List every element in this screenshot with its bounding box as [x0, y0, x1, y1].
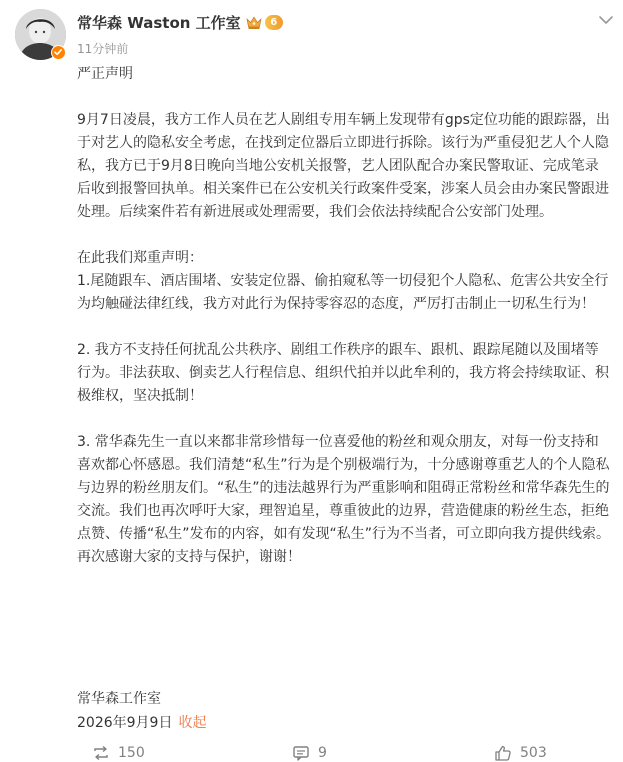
comment-icon	[292, 744, 310, 762]
comment-button[interactable]	[292, 744, 327, 762]
post-time[interactable]: 11分钟前	[77, 42, 129, 56]
comment-count: 9	[318, 745, 327, 761]
statement-point-2: 2. 我方不支持任何扰乱公共秩序、剧组工作秩序的跟车、跟机、跟踪尾随以及围堵等行为。非法获取、倒卖艺人行程信息、组织代拍并以此牟利的，我方将会持续取证、积极维权，坚决抵制！	[77, 342, 609, 404]
repost-button[interactable]	[92, 744, 145, 762]
action-bar	[0, 744, 623, 762]
repost-count: 150	[118, 745, 145, 761]
signature: 常华森工作室	[77, 691, 161, 707]
like-icon	[494, 744, 512, 762]
vip-level-badge: 6	[265, 15, 283, 30]
like-count: 503	[520, 745, 547, 761]
statement-intro: 在此我们郑重声明：	[77, 250, 203, 266]
date-row	[77, 712, 206, 735]
thanks-line: 再次感谢大家的支持与保护，谢谢！	[77, 549, 301, 565]
like-button[interactable]	[494, 744, 547, 762]
repost-icon	[92, 744, 110, 762]
verified-badge-icon	[51, 45, 66, 60]
author-row	[77, 11, 283, 33]
chevron-down-icon[interactable]	[597, 12, 615, 26]
paragraph-incident: 9月7日凌晨，我方工作人员在艺人剧组专用车辆上发现带有gps定位功能的跟踪器，出于对艺人的隐私安全考虑，在找到定位器后立即进行拆除。该行为严重侵犯艺人个人隐私，我方已于9月8日晚向当地公安机关报警，艺人团队配合办案民警取证、完成笔录后收到报警回执单。相关案件已在公安机关行政案件受案，涉案人员会由办案民警跟进处理。后续案件若有新进展或处理需要，我们会依法持续配合公安部门处理。	[77, 112, 610, 220]
post-date: 2026年9月9日	[77, 715, 173, 731]
crown-icon	[245, 14, 263, 30]
post-content	[77, 63, 611, 569]
author-name[interactable]: 常华森 Waston 工作室	[77, 13, 241, 32]
statement-point-1: 1.尾随跟车、酒店围堵、安装定位器、偷拍窥私等一切侵犯个人隐私、危害公共安全行为均触碰法律红线，我方对此行为保持零容忍的态度，严厉打击制止一切私生行为！	[77, 273, 609, 312]
post-title: 严正声明	[77, 66, 133, 82]
statement-point-3: 3. 常华森先生一直以来都非常珍惜每一位喜爱他的粉丝和观众朋友，对每一份支持和喜欢都心怀感恩。我们清楚“私生”行为是个别极端行为，十分感谢尊重艺人的个人隐私与边界的粉丝朋友们。“私生”的违法越界行为严重影响和阻碍正常粉丝和常华森先生的交流。我们也再次呼吁大家，理智追星，尊重彼此的边界，营造健康的粉丝生态，拒绝点赞、传播“私生”发布的内容，如有发现“私生”行为不当者，可立即向我方提供线索。	[77, 434, 611, 542]
collapse-link[interactable]: 收起	[178, 715, 207, 731]
